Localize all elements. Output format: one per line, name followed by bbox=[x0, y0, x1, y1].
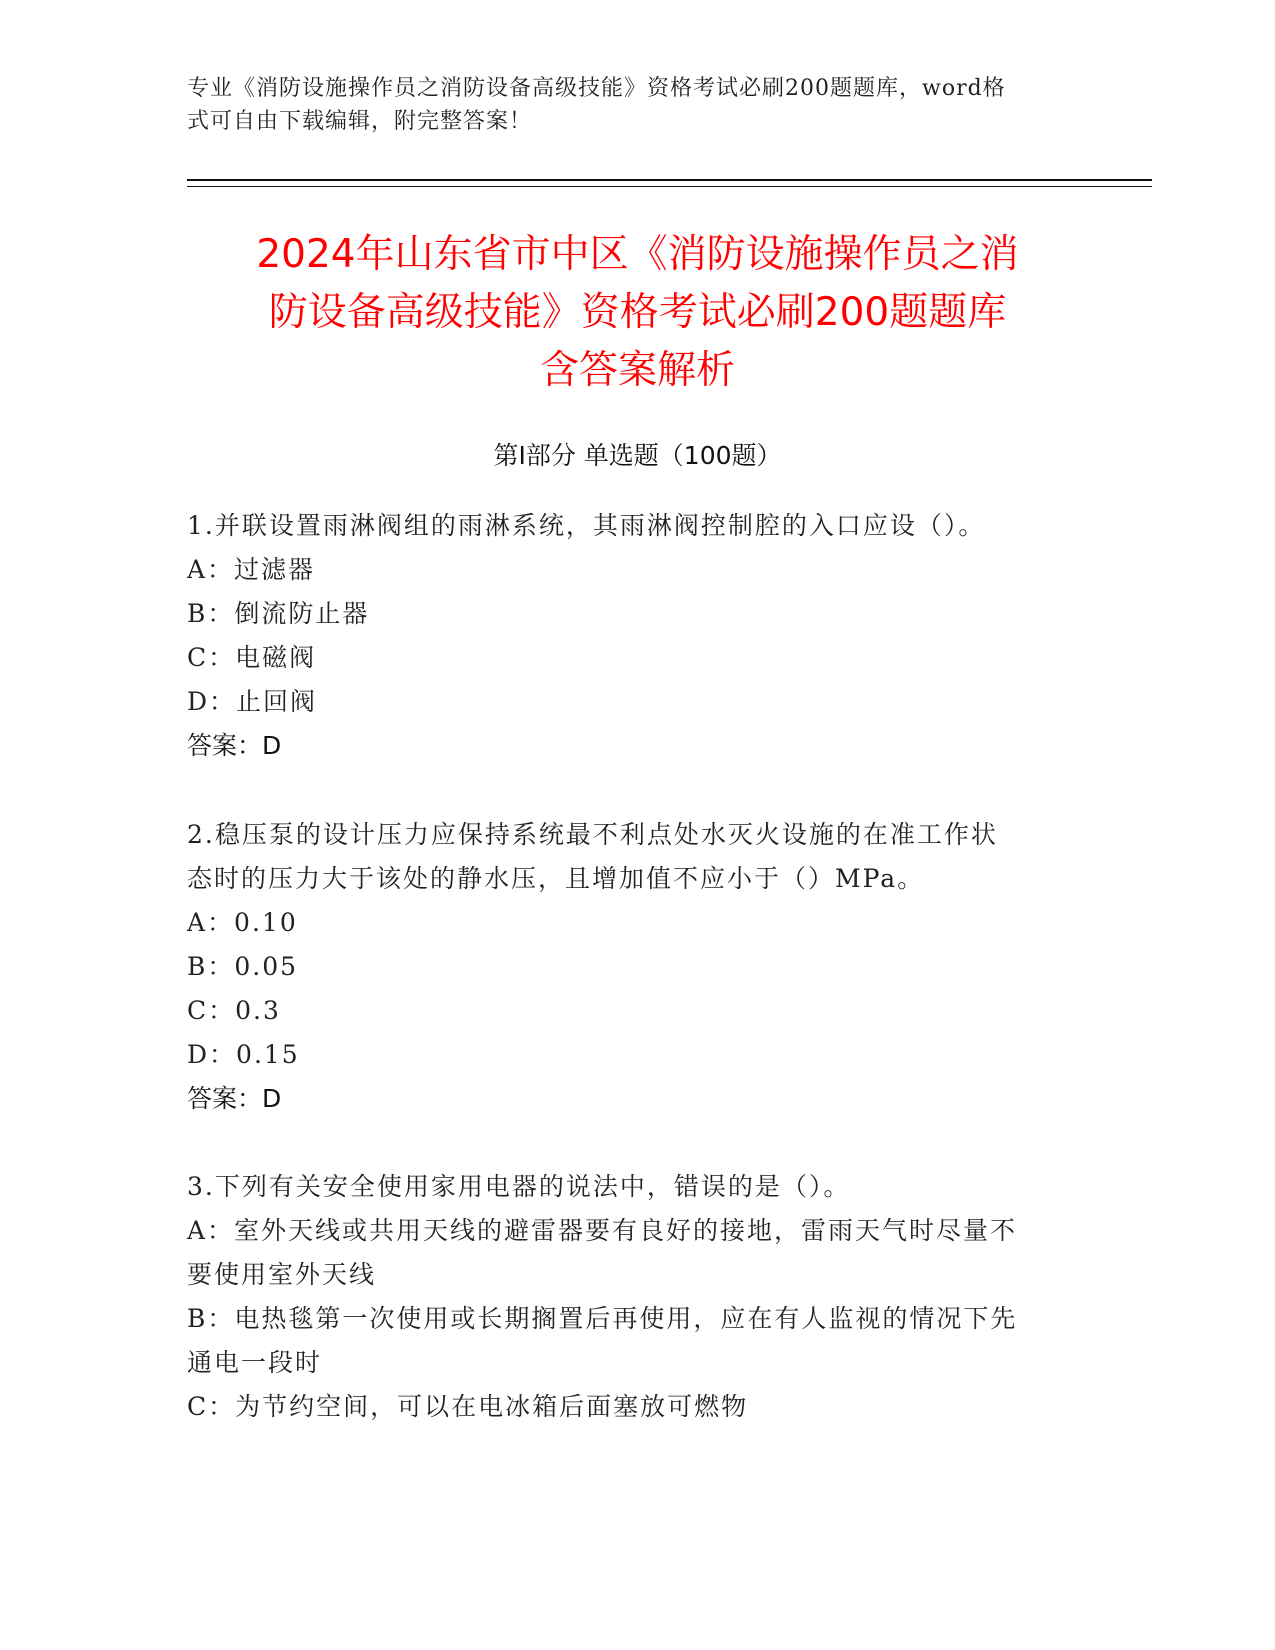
section-heading: 第Ⅰ部分 单选题（100题） bbox=[493, 441, 782, 470]
option-a: A：室外天线或共用天线的避雷器要有良好的接地，雷雨天气时尽量不 bbox=[187, 1216, 1018, 1245]
option-d: D：0.15 bbox=[187, 1040, 300, 1069]
option-c: C：电磁阀 bbox=[187, 643, 317, 672]
option-b: B：0.05 bbox=[187, 952, 299, 981]
option-d: D：止回阀 bbox=[187, 687, 318, 716]
option-b: B：电热毯第一次使用或长期搁置后再使用，应在有人监视的情况下先 bbox=[187, 1304, 1018, 1333]
question-stem: 1.并联设置雨淋阀组的雨淋系统，其雨淋阀控制腔的入口应设（）。 bbox=[187, 511, 986, 540]
answer: 答案：D bbox=[187, 1084, 282, 1113]
option-c: C：为节约空间，可以在电冰箱后面塞放可燃物 bbox=[187, 1392, 749, 1421]
answer: 答案：D bbox=[187, 731, 282, 760]
option-a: A：0.10 bbox=[187, 908, 298, 937]
question-stem: 态时的压力大于该处的静水压，且增加值不应小于（）MPa。 bbox=[187, 864, 925, 893]
title-line: 防设备高级技能》资格考试必刷200题题库 bbox=[268, 290, 1007, 335]
header-rule-thin bbox=[187, 186, 1152, 187]
title-line: 2024年山东省市中区《消防设施操作员之消 bbox=[256, 232, 1019, 277]
option-c: C：0.3 bbox=[187, 996, 281, 1025]
option-b: B：倒流防止器 bbox=[187, 599, 370, 628]
header-note-line: 专业《消防设施操作员之消防设备高级技能》资格考试必刷200题题库，word格 bbox=[187, 76, 1006, 101]
title-line: 含答案解析 bbox=[539, 348, 735, 393]
option-a: 要使用室外天线 bbox=[187, 1260, 377, 1289]
header-rule-thick bbox=[187, 179, 1152, 181]
header-note bbox=[187, 72, 1067, 138]
option-a: A：过滤器 bbox=[187, 555, 316, 584]
document-title bbox=[175, 226, 1100, 400]
option-b: 通电一段时 bbox=[187, 1348, 323, 1377]
question-stem: 3.下列有关安全使用家用电器的说法中，错误的是（）。 bbox=[187, 1172, 851, 1201]
question-stem: 2.稳压泵的设计压力应保持系统最不利点处水灭火设施的在准工作状 bbox=[187, 820, 998, 849]
header-note-line: 式可自由下载编辑，附完整答案！ bbox=[187, 109, 533, 134]
